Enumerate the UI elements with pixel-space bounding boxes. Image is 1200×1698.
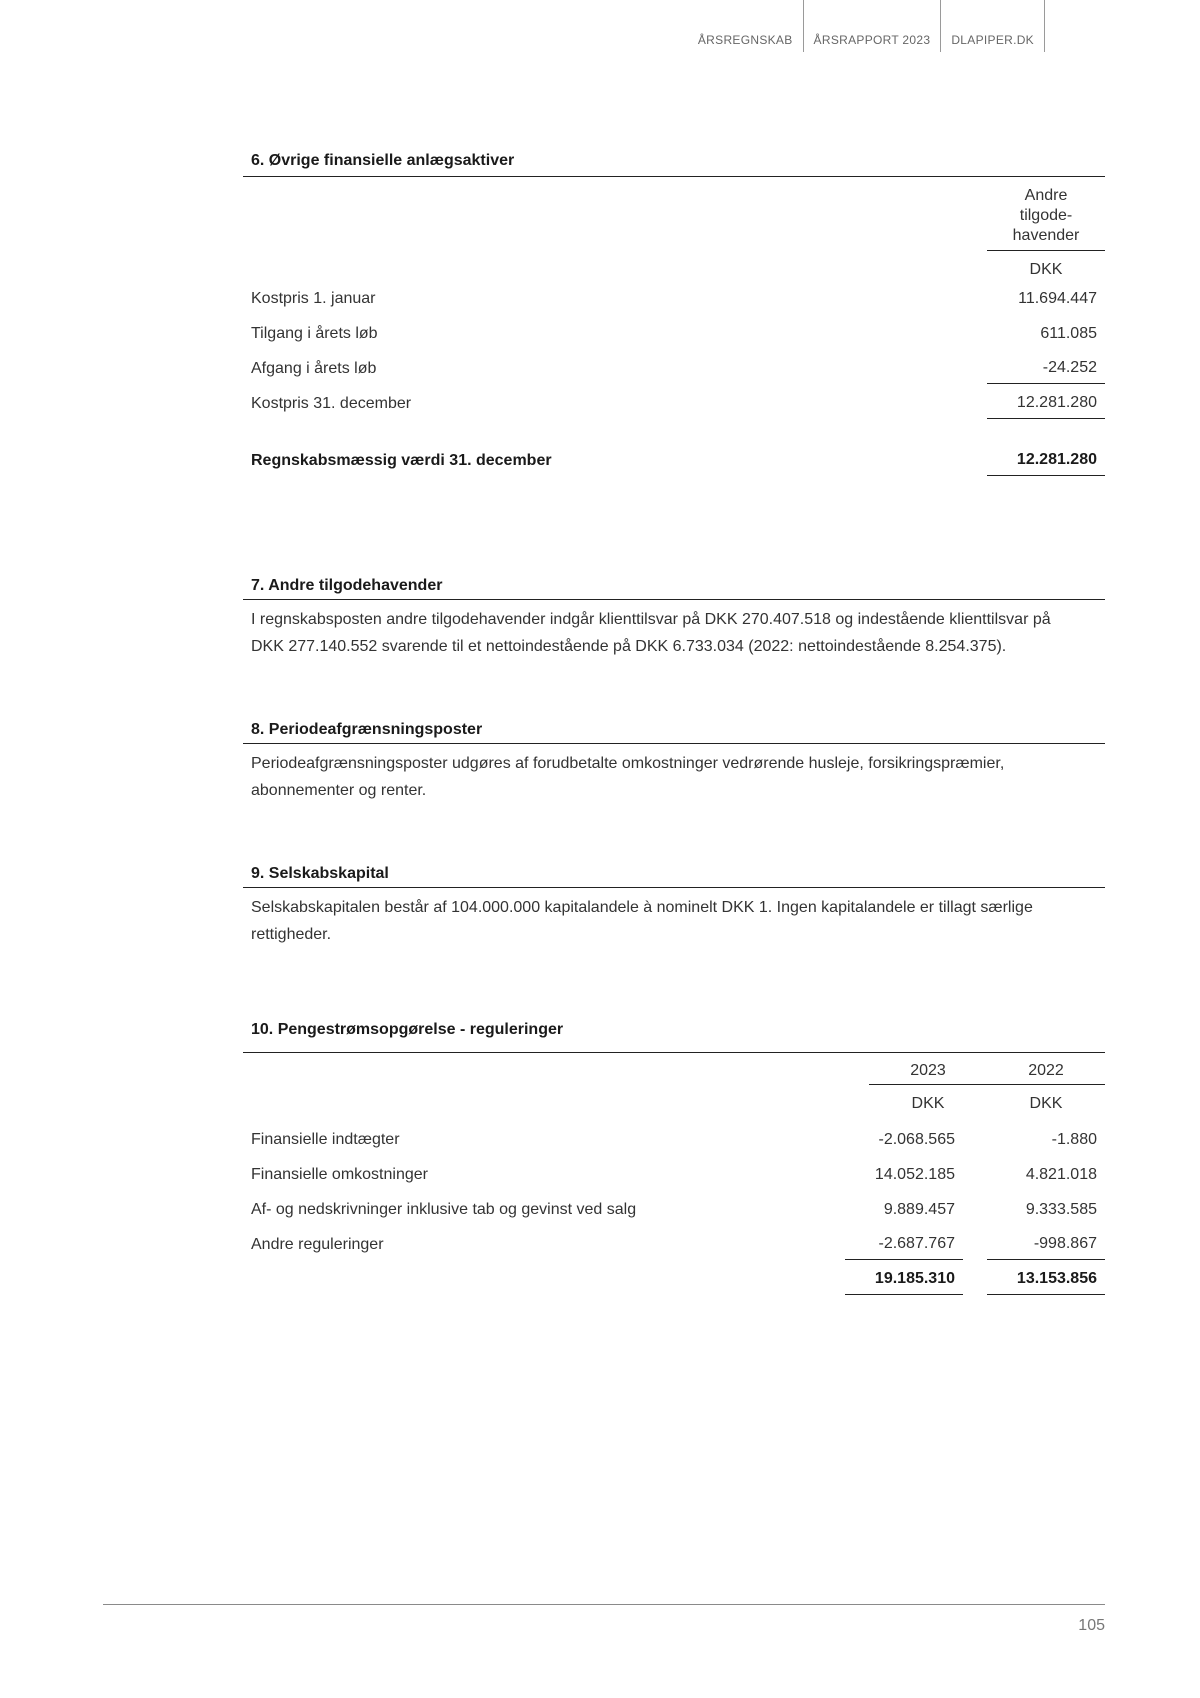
nav-arsregnskab[interactable]: ÅRSREGNSKAB	[688, 0, 804, 52]
note9-section	[243, 865, 1105, 948]
year-header-2023: 2023	[869, 1062, 987, 1085]
row-label: Tilgang i årets løb	[251, 325, 378, 342]
note8-title: 8. Periodeafgrænsningsposter	[251, 721, 483, 738]
value-2022: 9.333.585	[1025, 1201, 1097, 1218]
table-row	[243, 384, 1105, 419]
row-label: Finansielle indtægter	[251, 1131, 400, 1148]
row-label: Kostpris 1. januar	[251, 290, 376, 307]
row-label: Af- og nedskrivninger inklusive tab og gevinst ved salg	[251, 1201, 637, 1218]
table-row	[243, 1190, 1105, 1225]
value-2022: -1.880	[1051, 1131, 1097, 1148]
value-2023: -2.068.565	[878, 1131, 955, 1148]
table-row	[243, 279, 1105, 314]
table-row	[243, 1225, 1105, 1260]
unit-2022: DKK	[1029, 1095, 1063, 1112]
nav-arsrapport-2023[interactable]: ÅRSRAPPORT 2023	[804, 0, 942, 52]
text-line: DKK 277.140.552 svarende til et nettoindestående på DKK 6.733.034 (2022: nettoindestående 8.254.375).	[251, 638, 1007, 655]
note10-section	[243, 1021, 1105, 1295]
row-label: Kostpris 31. december	[251, 395, 412, 412]
value-2023: 9.889.457	[883, 1201, 955, 1218]
value-2023: -2.687.767	[845, 1235, 963, 1260]
total-2023: 19.185.310	[845, 1270, 963, 1295]
note8-section	[243, 721, 1105, 804]
year-header-2022: 2022	[987, 1062, 1105, 1085]
note6-column-header	[987, 186, 1105, 251]
row-label: Afgang i årets løb	[251, 360, 377, 377]
table-row	[243, 1155, 1105, 1190]
note6-section	[243, 152, 1105, 476]
text-line: I regnskabsposten andre tilgodehavender indgår klienttilsvar på DKK 270.407.518 og indestående klienttilsvar på	[251, 611, 1051, 628]
footer-divider	[103, 1604, 1105, 1605]
text-line: Periodeafgrænsningsposter udgøres af forudbetalte omkostninger vedrørende husleje, forsikringspræmier,	[251, 755, 1005, 772]
note6-table	[243, 177, 1105, 476]
row-value: 611.085	[1040, 325, 1097, 342]
note10-table	[243, 1053, 1105, 1295]
top-navigation	[688, 0, 1045, 52]
text-line: rettigheder.	[251, 926, 332, 943]
row-label: Andre reguleringer	[251, 1236, 384, 1253]
text-line: abonnementer og renter.	[251, 782, 427, 799]
total-2022: 13.153.856	[987, 1270, 1105, 1295]
table-row	[243, 1120, 1105, 1155]
row-value: 12.281.280	[987, 394, 1105, 419]
header-line: Andre	[1024, 187, 1068, 204]
unit-2023: DKK	[911, 1095, 945, 1112]
note9-title: 9. Selskabskapital	[251, 865, 389, 882]
note7-text	[243, 600, 1105, 660]
text-line: Selskabskapitalen består af 104.000.000 kapitalandele à nominelt DKK 1. Ingen kapitalandele er tillagt særlige	[251, 899, 1033, 916]
value-2022: -998.867	[987, 1235, 1105, 1260]
table-row	[243, 349, 1105, 384]
note6-unit: DKK	[1029, 261, 1063, 278]
row-value: -24.252	[987, 359, 1105, 384]
total-label: Regnskabsmæssig værdi 31. december	[251, 452, 552, 469]
value-2023: 14.052.185	[874, 1166, 955, 1183]
row-label: Finansielle omkostninger	[251, 1166, 428, 1183]
row-value: 11.694.447	[1018, 290, 1097, 307]
header-line: havender	[1012, 227, 1080, 244]
nav-dlapiper-dk[interactable]: DLAPIPER.DK	[941, 0, 1045, 52]
total-row	[243, 419, 1105, 476]
value-2022: 4.821.018	[1025, 1166, 1097, 1183]
header-line: tilgode-	[1019, 207, 1073, 224]
table-row	[243, 314, 1105, 349]
note8-text	[243, 744, 1105, 804]
note7-title: 7. Andre tilgodehavender	[251, 577, 443, 594]
note10-title: 10. Pengestrømsopgørelse - reguleringer	[251, 1021, 564, 1038]
page-number: 105	[1078, 1617, 1105, 1634]
total-row	[243, 1260, 1105, 1295]
note9-text	[243, 888, 1105, 948]
note6-title: 6. Øvrige finansielle anlægsaktiver	[251, 152, 515, 169]
total-value: 12.281.280	[987, 451, 1105, 476]
note7-section	[243, 577, 1105, 660]
total-label-empty	[243, 1289, 845, 1295]
